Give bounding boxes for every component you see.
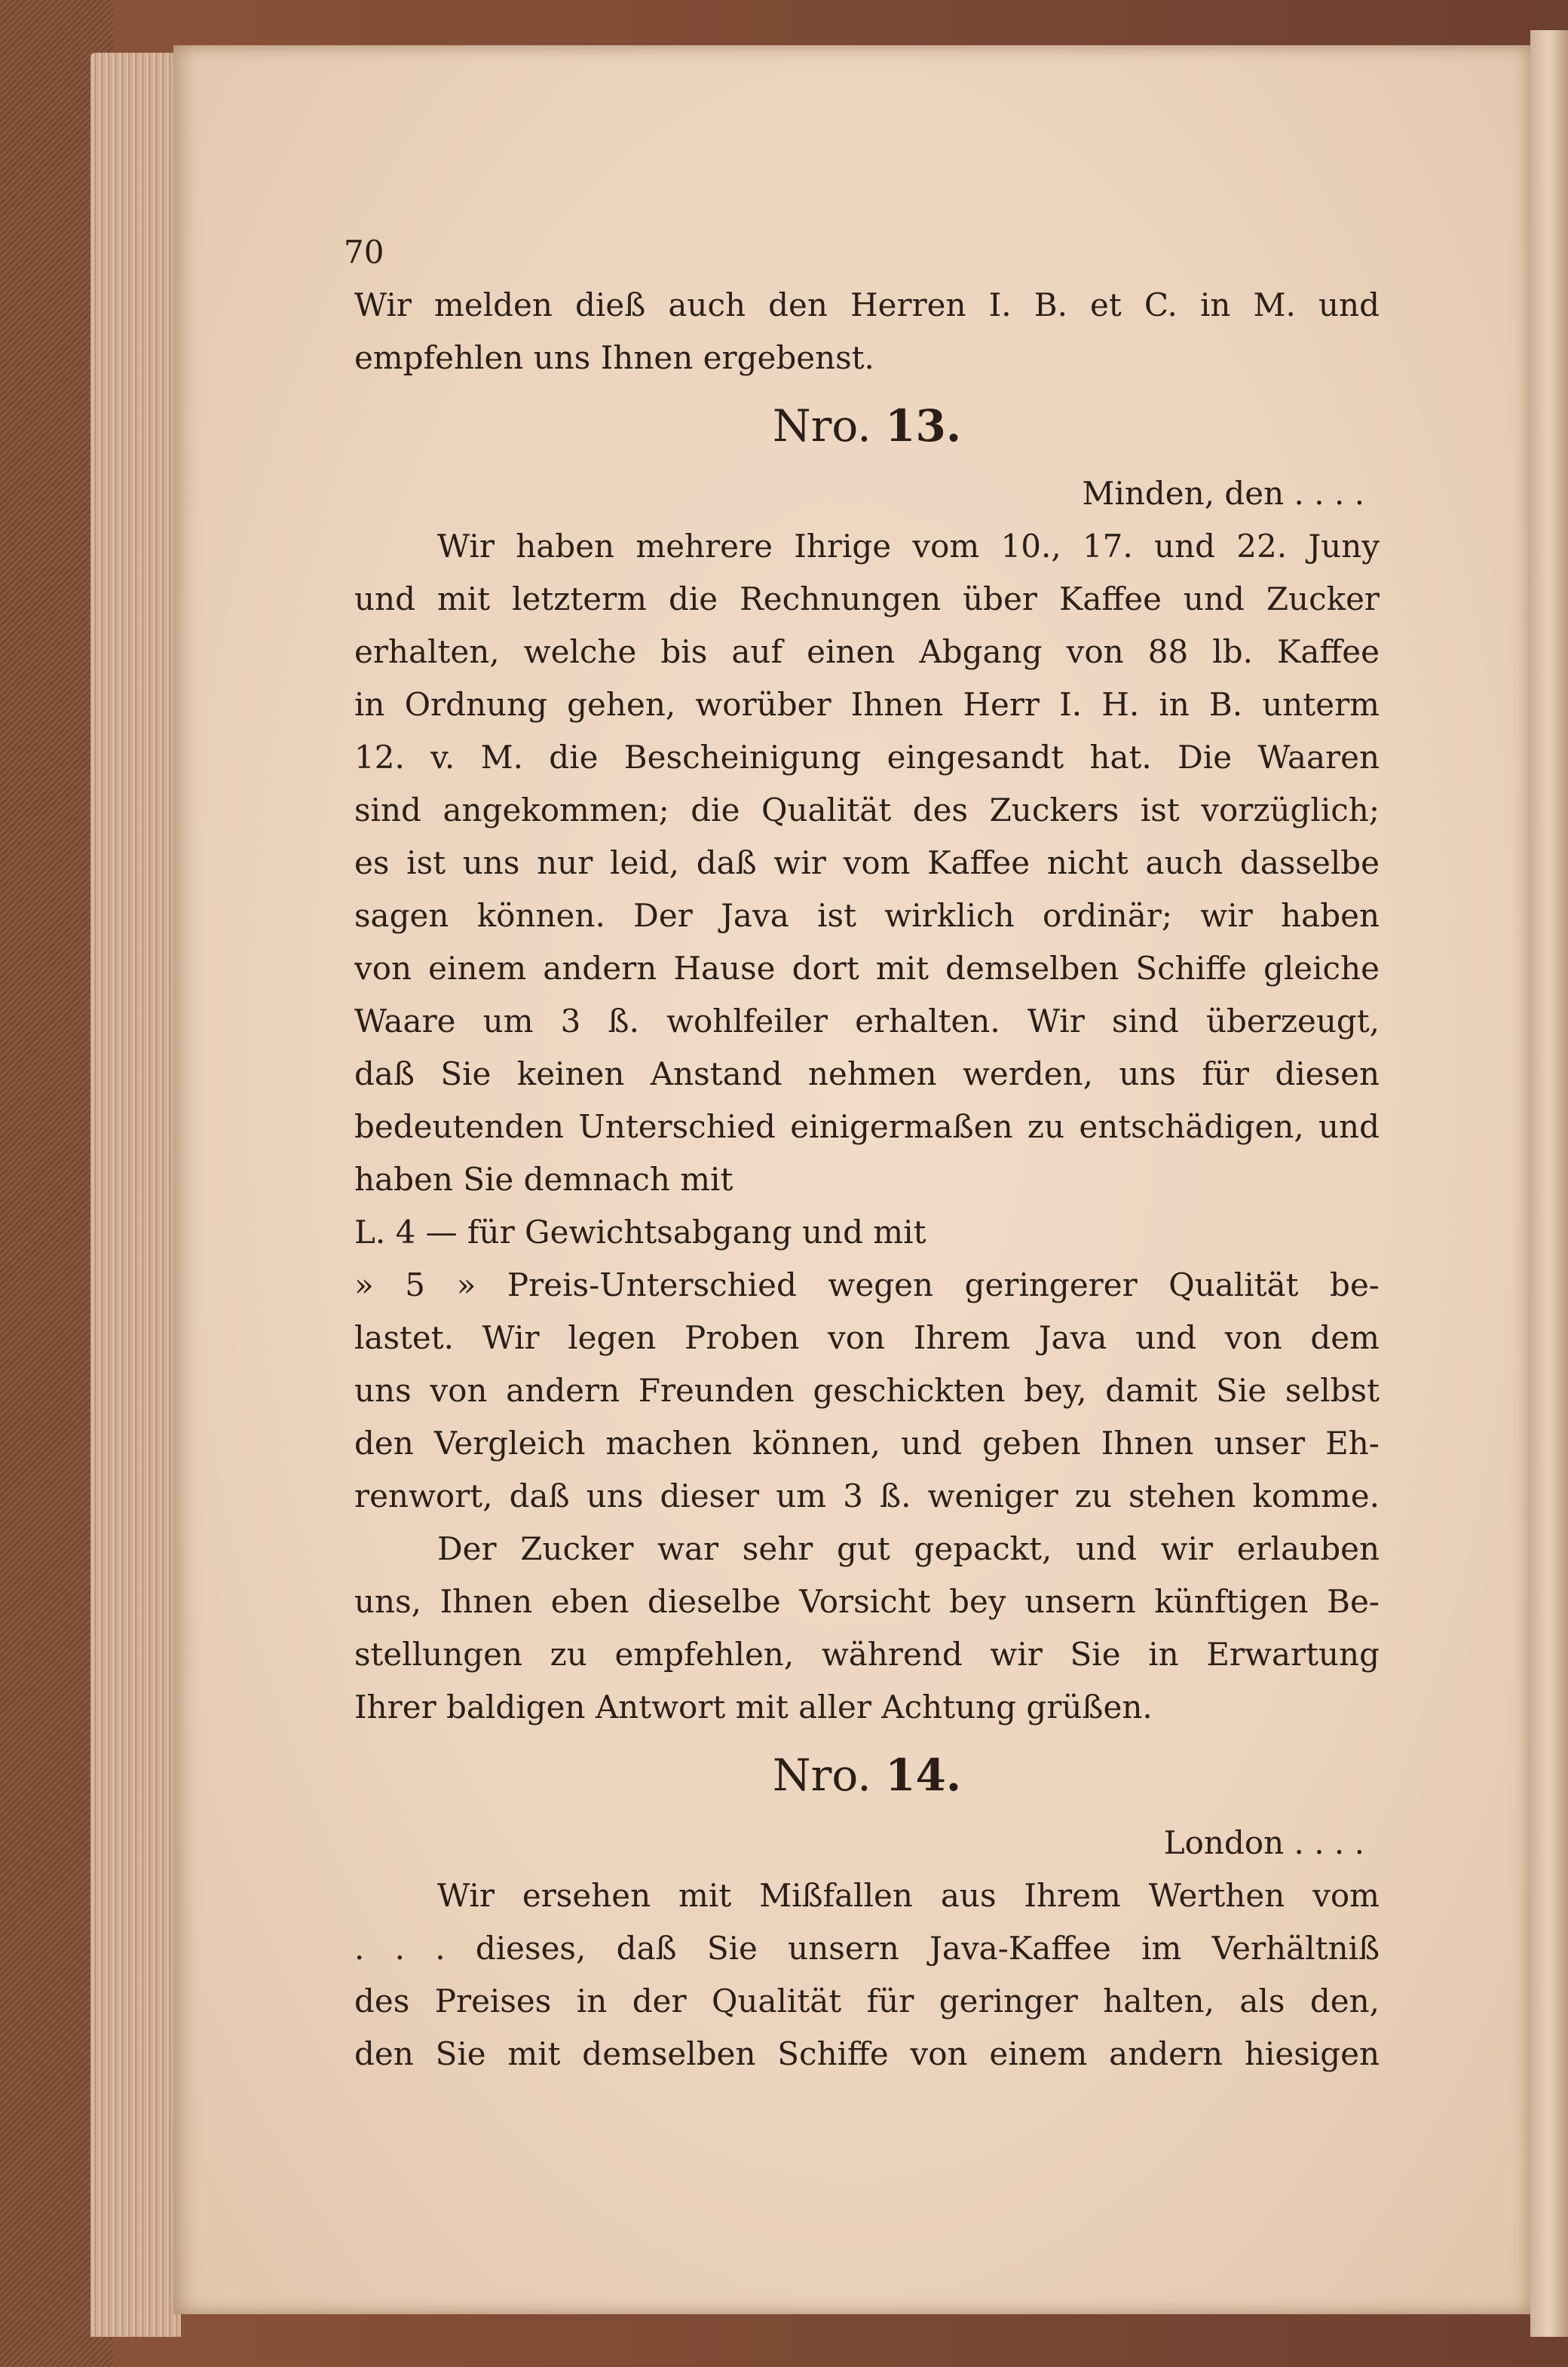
text-line: uns von andern Freunden geschickten bey, damit Sie selbst bbox=[354, 1372, 1380, 1409]
text-line: den Vergleich machen können, und geben Ihnen unser Eh- bbox=[354, 1425, 1380, 1462]
text-line: von einem andern Hause dort mit demselben Schiffe gleiche bbox=[354, 950, 1380, 987]
heading-prefix: Nro. bbox=[772, 1750, 871, 1801]
heading-number: 13. bbox=[885, 400, 962, 452]
letter-heading-13 bbox=[354, 384, 1380, 467]
text-line: » 5 » Preis-Unterschied wegen geringerer Qualität be- bbox=[354, 1266, 1380, 1303]
heading-number: 14. bbox=[885, 1750, 962, 1801]
text-line: L. 4 — für Gewichtsabgang und mit bbox=[354, 1214, 926, 1251]
letter-place-13: Minden, den . . . . bbox=[1082, 475, 1364, 512]
text-line: und mit letzterm die Rechnungen über Kaffee und Zucker bbox=[354, 580, 1380, 617]
letter-heading-14 bbox=[354, 1734, 1380, 1817]
text-line: Ihrer baldigen Antwort mit aller Achtung grüßen. bbox=[354, 1689, 1153, 1725]
text-line: des Preises in der Qualität für geringer halten, als den, bbox=[354, 1983, 1380, 2019]
page-number: 70 bbox=[344, 234, 384, 271]
intro-line: empfehlen uns Ihnen ergebenst. bbox=[354, 339, 874, 376]
text-line: Der Zucker war sehr gut gepackt, und wir erlauben bbox=[437, 1530, 1380, 1567]
text-line: sagen können. Der Java ist wirklich ordinär; wir haben bbox=[354, 897, 1380, 934]
text-line: uns, Ihnen eben dieselbe Vorsicht bey unsern künftigen Be- bbox=[354, 1583, 1380, 1620]
text-line: bedeutenden Unterschied einigermaßen zu entschädigen, und bbox=[354, 1108, 1380, 1145]
text-line: renwort, daß uns dieser um 3 ß. weniger zu stehen komme. bbox=[354, 1477, 1380, 1514]
text-line: Wir haben mehrere Ihrige vom 10., 17. und 22. Juny bbox=[437, 528, 1380, 565]
text-line: Wir ersehen mit Mißfallen aus Ihrem Werthen vom bbox=[437, 1877, 1380, 1914]
text-line: sind angekommen; die Qualität des Zuckers ist vorzüglich; bbox=[354, 792, 1380, 828]
text-line: lastet. Wir legen Proben von Ihrem Java und von dem bbox=[354, 1319, 1380, 1356]
text-line: den Sie mit demselben Schiffe von einem andern hiesigen bbox=[354, 2035, 1380, 2072]
letter-place-14: London . . . . bbox=[1163, 1824, 1364, 1861]
text-line: in Ordnung gehen, worüber Ihnen Herr I. H. in B. unterm bbox=[354, 686, 1380, 723]
page-stack-edge bbox=[90, 53, 181, 2337]
page-text bbox=[354, 226, 1380, 2081]
text-line: es ist uns nur leid, daß wir vom Kaffee nicht auch dasselbe bbox=[354, 844, 1380, 881]
text-line: . . . dieses, daß Sie unsern Java-Kaffee im Verhältniß bbox=[354, 1930, 1380, 1967]
intro-line: Wir melden dieß auch den Herren I. B. et C. in M. und bbox=[354, 286, 1380, 323]
heading-prefix: Nro. bbox=[772, 400, 871, 452]
text-line: daß Sie keinen Anstand nehmen werden, uns für diesen bbox=[354, 1055, 1380, 1092]
facing-page-edge bbox=[1530, 30, 1568, 2337]
text-line: 12. v. M. die Bescheinigung eingesandt hat. Die Waaren bbox=[354, 739, 1380, 776]
text-line: stellungen zu empfehlen, während wir Sie in Erwartung bbox=[354, 1636, 1380, 1673]
text-line: erhalten, welche bis auf einen Abgang von 88 lb. Kaffee bbox=[354, 633, 1380, 670]
text-line: haben Sie demnach mit bbox=[354, 1161, 733, 1198]
text-line: Waare um 3 ß. wohlfeiler erhalten. Wir sind überzeugt, bbox=[354, 1003, 1380, 1040]
